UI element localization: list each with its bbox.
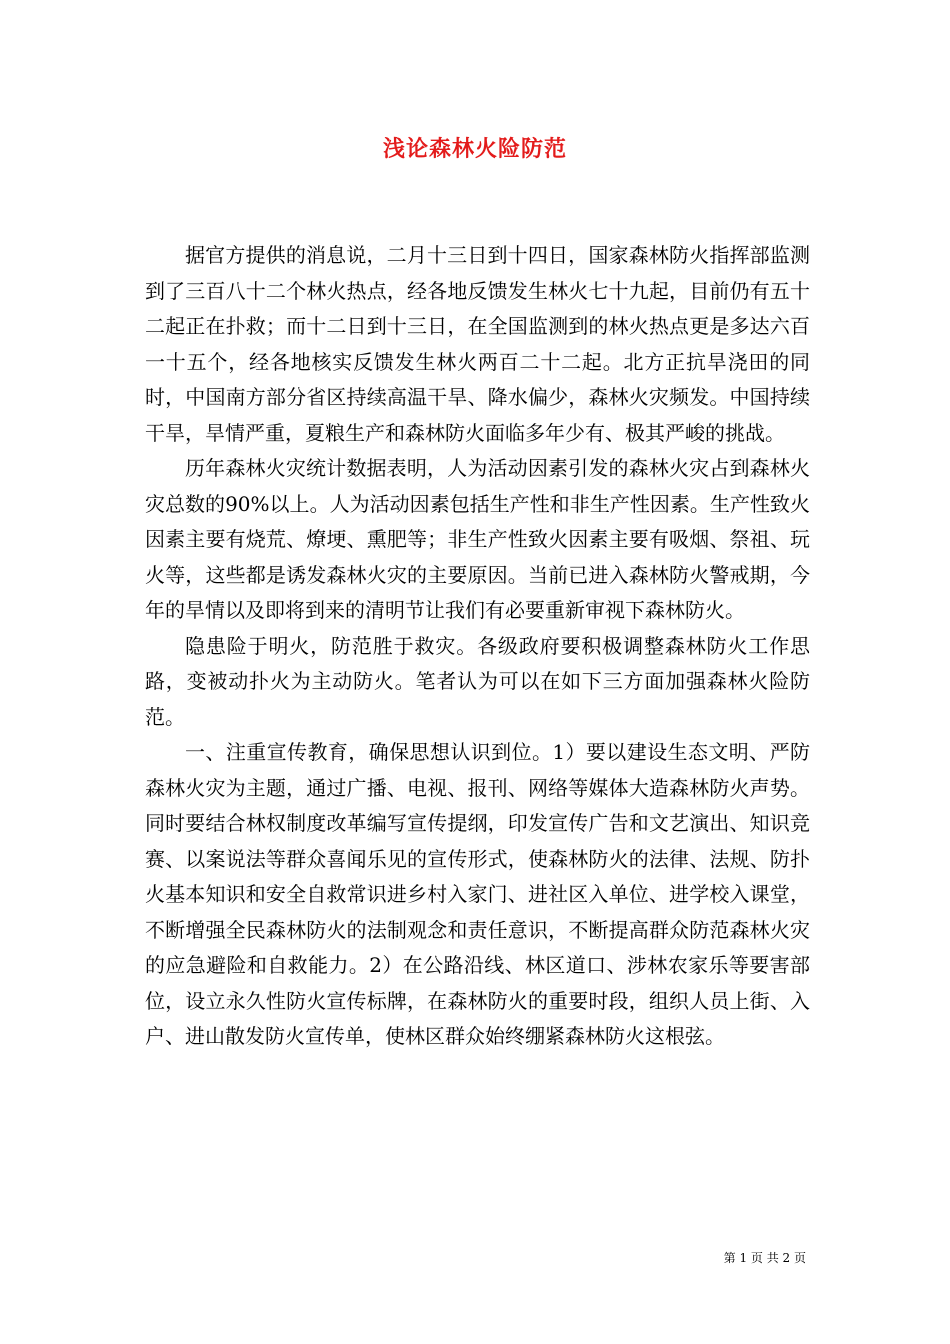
paragraph-3: 隐患险于明火，防范胜于救灾。各级政府要积极调整森林防火工作思路，变被动扑火为主动防火。笔者认为可以在如下三方面加强森林火险防范。 (145, 633, 810, 729)
page-number: 第 1 页 共 2 页 (723, 1251, 806, 1265)
document-title: 浅论森林火险防范 (382, 136, 567, 162)
paragraph-2: 历年森林火灾统计数据表明，人为活动因素引发的森林火灾占到森林火灾总数的90%以上。人为活动因素包括生产性和非生产性因素。生产性致火因素主要有烧荒、燎埂、熏肥等；非生产性致火因素主要有吸烟、祭祖、玩火等，这些都是诱发森林火灾的主要原因。当前已进入森林防火警戒期，今年的旱情以及即将到来的清明节让我们有必要重新审视下森林防火。 (145, 456, 810, 622)
document-body (145, 238, 810, 1055)
paragraph-1: 据官方提供的消息说，二月十三日到十四日，国家森林防火指挥部监测到了三百八十二个林火热点，经各地反馈发生林火七十九起，目前仍有五十二起正在扑救；而十二日到十三日，在全国监测到的林火热点更是多达六百一十五个，经各地核实反馈发生林火两百二十二起。北方正抗旱浇田的同时，中国南方部分省区持续高温干旱、降水偏少，森林火灾频发。中国持续干旱，旱情严重，夏粮生产和森林防火面临多年少有、极其严峻的挑战。 (145, 243, 810, 445)
paragraph-4: 一、注重宣传教育，确保思想认识到位。1）要以建设生态文明、严防森林火灾为主题，通过广播、电视、报刊、网络等媒体大造森林防火声势。同时要结合林权制度改革编写宣传提纲，印发宣传广告和文艺演出、知识竞赛、以案说法等群众喜闻乐见的宣传形式，使森林防火的法律、法规、防扑火基本知识和安全自救常识进乡村入家门、进社区入单位、进学校入课堂，不断增强全民森林防火的法制观念和责任意识，不断提高群众防范森林火灾的应急避险和自救能力。2）在公路沿线、林区道口、涉林农家乐等要害部位，设立永久性防火宣传标牌，在森林防火的重要时段，组织人员上街、入户、进山散发防火宣传单，使林区群众始终绷紧森林防火这根弦。 (145, 740, 810, 1048)
